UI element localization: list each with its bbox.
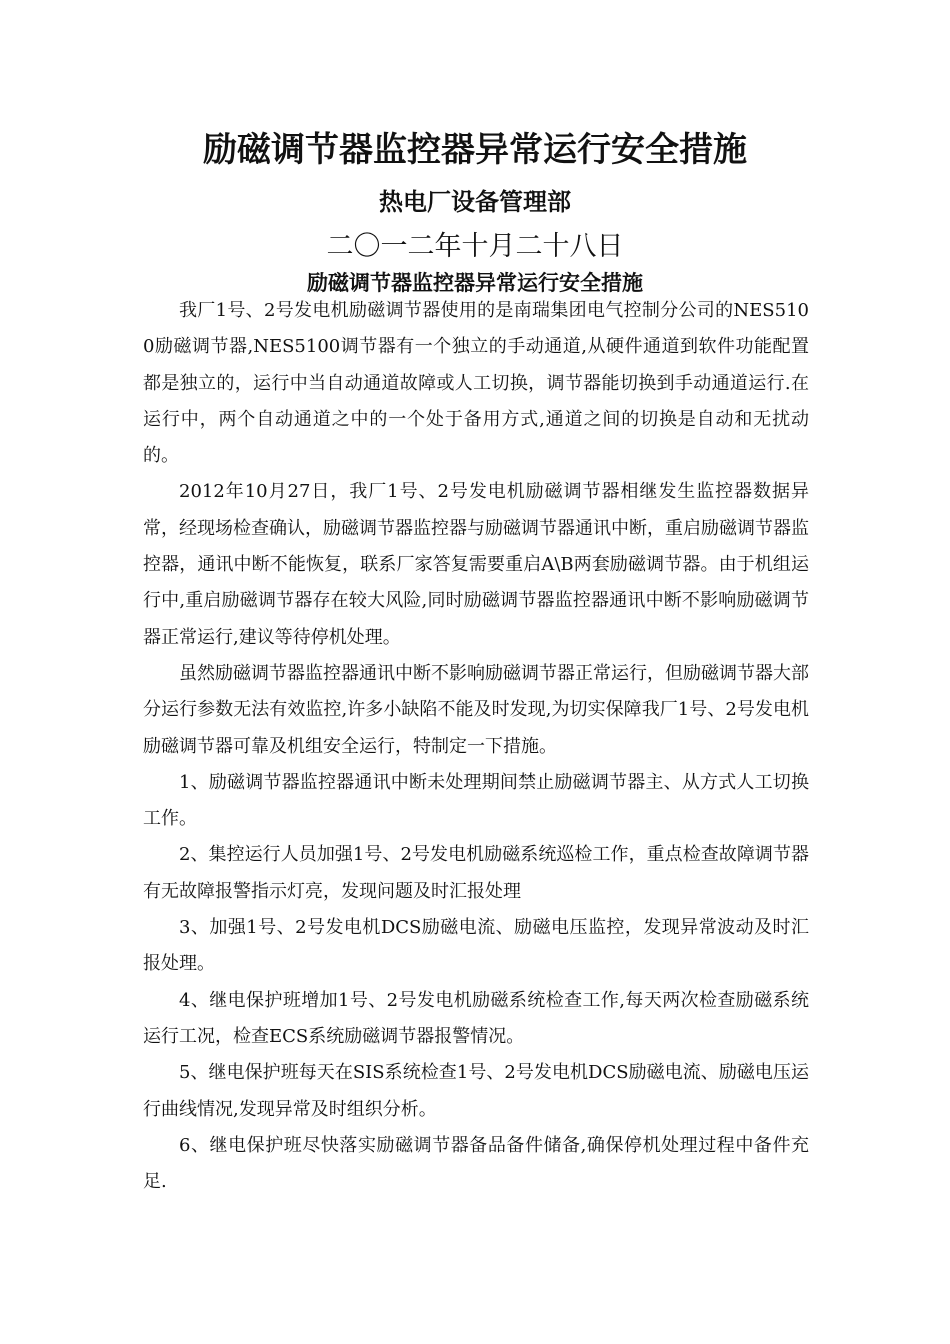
document-date: 二〇一二年十月二十八日 [326,231,624,262]
measure-item-2: 2、集控运行人员加强1号、2号发电机励磁系统巡检工作，重点检查故障调节器有无故障报警指示灯亮，发现问题及时汇报处理 [143,844,809,902]
paragraph-rationale: 虽然励磁调节器监控器通讯中断不影响励磁调节器正常运行，但励磁调节器大部分运行参数无法有效监控,许多小缺陷不能及时发现,为切实保障我厂1号、2号发电机励磁调节器可靠及机组安全运行，特制定一下措施。 [143,662,809,757]
document-subtitle: 励磁调节器监控器异常运行安全措施 [307,271,643,295]
paragraph-incident: 2012年10月27日，我厂1号、2号发电机励磁调节器相继发生监控器数据异常，经现场检查确认，励磁调节器监控器与励磁调节器通讯中断，重启励磁调节器监控器，通讯中断不能恢复，联系厂家答复需要重启A\B两套励磁调节器。由于机组运行中,重启励磁调节器存在较大风险,同时励磁调节器监控器通讯中断不影响励磁调节器正常运行,建议等待停机处理。 [143,481,809,648]
paragraph-intro: 我厂1号、2号发电机励磁调节器使用的是南瑞集团电气控制分公司的NES5100励磁调节器,NES5100调节器有一个独立的手动通道,从硬件通道到软件功能配置都是独立的，运行中当自动通道故障或人工切换，调节器能切换到手动通道运行.在运行中，两个自动通道之中的一个处于备用方式,通道之间的切换是自动和无扰动的。 [143,300,809,467]
measure-item-5: 5、继电保护班每天在SIS系统检查1号、2号发电机DCS励磁电流、励磁电压运行曲线情况,发现异常及时组织分析。 [143,1062,809,1120]
department-name: 热电厂设备管理部 [379,188,571,216]
measure-item-1: 1、励磁调节器监控器通讯中断未处理期间禁止励磁调节器主、从方式人工切换工作。 [143,771,809,830]
document-body [143,293,809,1200]
measure-item-6: 6、继电保护班尽快落实励磁调节器备品备件储备,确保停机处理过程中备件充足. [143,1134,809,1193]
document-title: 励磁调节器监控器异常运行安全措施 [203,130,747,170]
measure-item-4: 4、继电保护班增加1号、2号发电机励磁系统检查工作,每天两次检查励磁系统运行工况，检查ECS系统励磁调节器报警情况。 [143,989,809,1047]
measure-item-3: 3、加强1号、2号发电机DCS励磁电流、励磁电压监控，发现异常波动及时汇报处理。 [143,917,809,975]
